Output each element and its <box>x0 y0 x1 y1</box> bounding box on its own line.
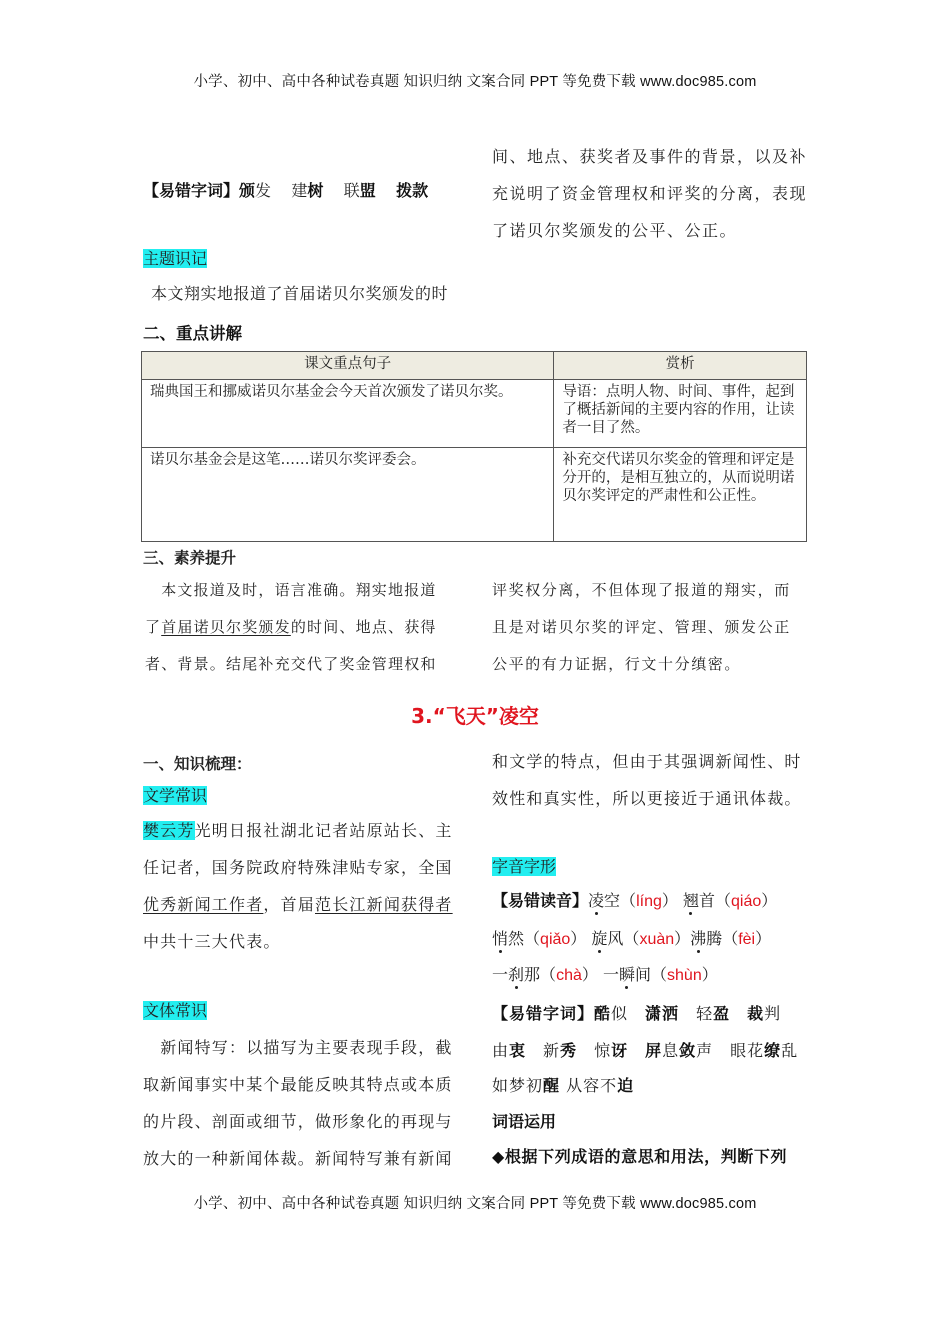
pinyin: qiǎo <box>540 931 571 948</box>
literacy-left-line-1: 本文报道及时，语言准确。翔实地报道 <box>145 581 437 599</box>
table-header-analysis: 赏析 <box>554 352 807 380</box>
literacy-right-line-2: 且是对诺贝尔奖的评定、管理、颁发公正 <box>492 618 791 636</box>
literature-label: 文学常识 <box>143 786 208 805</box>
theme-label-line <box>143 249 207 269</box>
author-line-1: 樊云芳光明日报社湖北记者站原站长、主 <box>143 821 453 840</box>
words-line-2: 由衷 新秀 惊讶 屏息敛声 眼花缭乱 <box>492 1041 799 1060</box>
theme-right-line-2: 充说明了资金管理权和评奖的分离，表现 <box>492 184 808 203</box>
theme-right-line-1: 间、地点、获奖者及事件的背景，以及补 <box>492 147 808 166</box>
lesson-title: 3.“飞天”凌空 <box>411 704 539 728</box>
author-name: 樊云芳 <box>143 821 195 840</box>
pinyin: chà <box>556 967 582 984</box>
theme-text-line: 本文翔实地报道了首届诺贝尔奖颁发的时 <box>151 284 449 303</box>
error-words-line: 【易错字词】颁发 建树 联盟 拨款 <box>143 181 429 200</box>
pinyin: fèi <box>738 931 756 948</box>
author-line-4: 中共十三大代表。 <box>143 932 281 951</box>
genre-line-2: 取新闻事实中某个最能反映其特点或本质 <box>143 1075 453 1094</box>
literacy-right-line-1: 评奖权分离，不但体现了报道的翔实，而 <box>492 581 791 599</box>
table-cell-analysis: 补充交代诺贝尔奖金的管理和评定是分开的，是相互独立的，从而说明诺贝尔奖评定的严肃性和公正性。 <box>554 448 807 542</box>
theme-right-line-3: 了诺贝尔奖颁发的公平、公正。 <box>492 221 738 240</box>
key-sentences-table <box>141 351 807 542</box>
literacy-right-line-3: 公平的有力证据，行文十分缜密。 <box>492 655 742 673</box>
genre-label: 文体常识 <box>143 1001 208 1020</box>
table-cell-sentence: 瑞典国王和挪威诺贝尔基金会今天首次颁发了诺贝尔奖。 <box>142 380 554 448</box>
author-line-2: 任记者，国务院政府特殊津贴专家，全国 <box>143 858 453 877</box>
page-footer: 小学、初中、高中各种试卷真题 知识归纳 文案合同 PPT 等免费下载 www.doc985.com <box>193 1196 757 1212</box>
pronunciation-line-2: 悄然（qiǎo） 旋风（xuàn）沸腾（fèi） <box>492 929 772 948</box>
genre-right-line-2: 效性和真实性，所以更接近于通讯体裁。 <box>492 789 802 808</box>
page-header: 小学、初中、高中各种试卷真题 知识归纳 文案合同 PPT 等免费下载 www.doc985.com <box>193 74 757 90</box>
genre-line-1: 新闻特写：以描写为主要表现手段，截 <box>143 1038 453 1057</box>
pinyin: qiáo <box>731 893 762 910</box>
table-header-sentence: 课文重点句子 <box>142 352 554 380</box>
key-points-heading: 二、重点讲解 <box>143 324 242 343</box>
table-row <box>142 448 807 542</box>
literacy-left-line-3: 者、背景。结尾补充交代了奖金管理权和 <box>145 655 437 673</box>
genre-right-line-1: 和文学的特点，但由于其强调新闻性、时 <box>492 752 802 771</box>
literacy-heading: 三、素养提升 <box>143 549 237 567</box>
literature-label-line <box>143 786 207 806</box>
table-cell-sentence: 诺贝尔基金会是这笔……诺贝尔奖评委会。 <box>142 448 554 542</box>
pronunciation-label: 字音字形 <box>492 857 557 876</box>
words-line-3: 如梦初醒 从容不迫 <box>492 1076 635 1095</box>
underlined-phrase: 首届诺贝尔奖颁发 <box>161 618 291 636</box>
error-words-label: 【易错字词】 <box>143 181 240 200</box>
genre-line-3: 的片段、剖面或细节，做形象化的再现与 <box>143 1112 453 1131</box>
table-header-row <box>142 352 807 380</box>
theme-label: 主题识记 <box>143 249 208 268</box>
pinyin: líng <box>636 893 662 910</box>
pinyin: shùn <box>667 967 702 984</box>
reading-label: 【易错读音】 <box>492 891 589 910</box>
genre-label-line <box>143 1001 207 1021</box>
pronunciation-line-3: 一刹那（chà） 一瞬间（shùn） <box>492 965 718 984</box>
literacy-left-line-2: 了首届诺贝尔奖颁发的时间、地点、获得 <box>145 618 437 636</box>
table-cell-analysis: 导语：点明人物、时间、事件，起到了概括新闻的主要内容的作用，让读者一目了然。 <box>554 380 807 448</box>
words-line-1: 【易错字词】酷似 潇洒 轻盈 裁判 <box>492 1004 782 1023</box>
usage-label: 词语运用 <box>492 1112 557 1131</box>
words-label: 【易错字词】 <box>492 1004 595 1023</box>
table-row <box>142 380 807 448</box>
usage-line: ◆根据下列成语的意思和用法，判断下列 <box>492 1147 788 1166</box>
genre-line-4: 放大的一种新闻体裁。新闻特写兼有新闻 <box>143 1149 453 1168</box>
author-line-3: 优秀新闻工作者，首届范长江新闻获得者 <box>143 895 453 914</box>
knowledge-heading: 一、知识梳理： <box>143 755 252 773</box>
pronunciation-line-1: 【易错读音】凌空（líng） 翘首（qiáo） <box>492 891 778 910</box>
pronunciation-label-line <box>492 857 556 877</box>
pinyin: xuàn <box>639 931 675 948</box>
